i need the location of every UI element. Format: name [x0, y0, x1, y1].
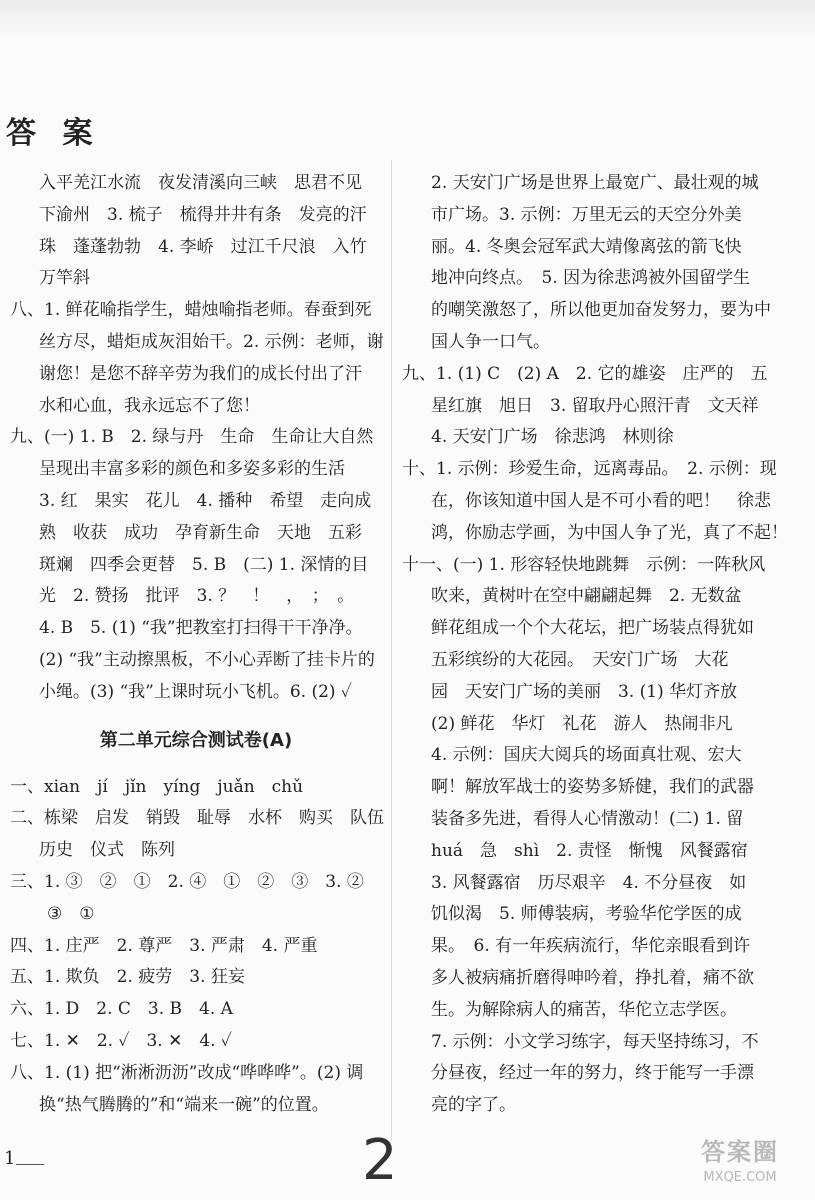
answer-line: 生。为解除病人的痛苦，华佗立志学医。 [431, 999, 737, 1020]
answer-line: 啊！解放军战士的姿势多矫健，我们的武器 [431, 777, 754, 798]
answer-line: 小绳。(3) “我”上课时玩小飞机。6. (2) ✓ [39, 681, 352, 702]
answer-line: 吹来，黄树叶在空中翩翩起舞 2. 无数盆 [431, 586, 742, 607]
answer-line: 装备多先进，看得人心情激动！(二) 1. 留 [431, 808, 744, 829]
answer-line: 果。 6. 有一年疾病流行，华佗亲眼看到许 [431, 936, 751, 957]
answer-line: 市广场。3. 示例：万里无云的天空分外美 [431, 204, 742, 225]
answer-line: 二、栋梁 启发 销毁 耻辱 水杯 购买 队伍 [10, 808, 384, 829]
left-column [10, 168, 382, 1121]
answer-line: 7. 示例：小文学习练字，每天坚持练习，不 [431, 1031, 759, 1052]
answer-line: 鲜花组成一个个大花坛，把广场装点得犹如 [431, 618, 754, 639]
answer-line: 八、1. (1) 把“淅淅沥沥”改成“哗哗哗”。(2) 调 [10, 1062, 364, 1083]
answer-line: 亮的字了。 [431, 1095, 516, 1116]
answer-line: 丝方尽，蜡炬成灰泪始干。2. 示例：老师，谢 [39, 331, 384, 352]
right-answer-lines [402, 168, 788, 1122]
answer-line: 国人争一口气。 [431, 331, 550, 352]
answer-line: 4. 天安门广场 徐悲鸿 林则徐 [431, 427, 674, 448]
answer-line: 园 天安门广场的美丽 3. (1) 华灯齐放 [431, 681, 738, 702]
answer-line: 丽。4. 冬奥会冠军武大靖像离弦的箭飞快 [431, 236, 742, 257]
answer-line: 换“热气腾腾的”和“端来一碗”的位置。 [39, 1094, 329, 1115]
answer-line: 历史 仪式 陈列 [39, 840, 175, 861]
answer-line: 多人被病痛折磨得呻吟着，挣扎着，痛不欲 [431, 967, 754, 988]
answer-line: 斑斓 四季会更替 5. B (二) 1. 深情的目 [39, 554, 369, 575]
answer-line: ③ ① [47, 903, 95, 924]
answer-line: 熟 收获 成功 孕育新生命 天地 五彩 [39, 522, 362, 543]
answer-line: (2) “我”主动擦黑板，不小心弄断了挂卡片的 [39, 649, 375, 670]
watermark-url: MXQE.COM [703, 1170, 777, 1185]
answer-line: 万竿斜 [39, 268, 90, 289]
answer-line: 星红旗 旭日 3. 留取丹心照汗青 文天祥 [431, 395, 759, 416]
answer-line: 饥似渴 5. 师傅装病，考验华佗学医的成 [431, 904, 742, 925]
answer-line: 下渝州 3. 梳子 梳得井井有条 发亮的汗 [39, 204, 367, 225]
answer-line: 3. 红 果实 花儿 4. 播种 希望 走向成 [39, 490, 372, 511]
handwritten-page-number: 2 [362, 1128, 398, 1193]
answer-line: 地冲向终点。 5. 因为徐悲鸿被外国留学生 [431, 268, 751, 289]
answer-line: 十、1. 示例：珍爱生命，远离毒品。 2. 示例：现 [402, 459, 777, 480]
answer-line: 光 2. 赞扬 批评 3. ？ ！ ， ； 。 [39, 586, 355, 607]
answer-line: huá 急 shì 2. 责怪 惭愧 风餐露宿 [431, 840, 748, 861]
answer-line: 三、1. ③ ② ① 2. ④ ① ② ③ 3. ② [10, 871, 364, 892]
watermark [680, 1135, 800, 1195]
answer-line: 4. B 5. (1) “我”把教室打扫得干干净净。 [39, 618, 363, 639]
answer-line: 八、1. 鲜花喻指学生，蜡烛喻指老师。春蚕到死 [10, 300, 372, 321]
section-heading: 第二单元综合测试卷(A) [99, 729, 293, 751]
answer-line: 四、1. 庄严 2. 尊严 3. 严肃 4. 严重 [10, 935, 318, 956]
answer-line: 九、(一) 1. B 2. 绿与丹 生命 生命让大自然 [10, 427, 374, 448]
answer-line: 谢您！是您不辞辛劳为我们的成长付出了汗 [39, 363, 362, 384]
side-dash [16, 1164, 44, 1165]
answer-line: (2) 鲜花 华灯 礼花 游人 热闹非凡 [431, 713, 733, 734]
left-answer-lines [10, 168, 382, 709]
answer-line: 六、1. D 2. C 3. B 4. A [10, 999, 233, 1020]
answer-line: 鸿，你励志学画，为中国人争了光，真了不起！ [431, 522, 788, 543]
answer-line: 五、1. 欺负 2. 疲劳 3. 狂妄 [10, 967, 245, 988]
answer-line: 七、1. ✕ 2. ✓ 3. ✕ 4. ✓ [10, 1030, 232, 1051]
page-title: 答 案 [6, 116, 101, 151]
answer-line: 珠 蓬蓬勃勃 4. 李峤 过江千尺浪 入竹 [39, 236, 367, 257]
scan-top-shadow [0, 0, 815, 40]
answer-line: 的嘲笑激怒了，所以他更加奋发努力，要为中 [431, 300, 771, 321]
answer-line: 呈现出丰富多彩的颜色和多姿多彩的生活 [39, 459, 345, 480]
answer-line: 4. 示例：国庆大阅兵的场面真壮观、宏大 [431, 745, 742, 766]
answer-line: 3. 风餐露宿 历尽艰辛 4. 不分昼夜 如 [431, 872, 747, 893]
answer-line: 入平羌江水流 夜发清溪向三峡 思君不见 [39, 173, 362, 193]
column-divider [391, 160, 392, 1140]
answer-line: 水和心血，我永远忘不了您！ [39, 395, 260, 416]
answer-line: 十一、(一) 1. 形容轻快地跳舞 示例：一阵秋风 [402, 554, 766, 575]
answer-line: 一、xian jí jǐn yíng juǎn chǔ [10, 776, 304, 797]
watermark-logo: 答案圈 [701, 1138, 779, 1166]
answer-line: 五彩缤纷的大花园。 天安门广场 大花 [431, 649, 729, 670]
right-column [402, 168, 788, 1122]
answer-line: 2. 天安门广场是世界上最宽广、最壮观的城 [431, 173, 759, 193]
answer-line: 在，你该知道中国人是不可小看的吧！ 徐悲 [431, 490, 771, 511]
left-answer-lines-after [10, 772, 382, 1122]
side-marker: 1 [4, 1148, 16, 1169]
answer-line: 分昼夜，经过一年的努力，终于能写一手漂 [431, 1063, 754, 1084]
answer-line: 九、1. (1) C (2) A 2. 它的雄姿 庄严的 五 [402, 363, 768, 384]
